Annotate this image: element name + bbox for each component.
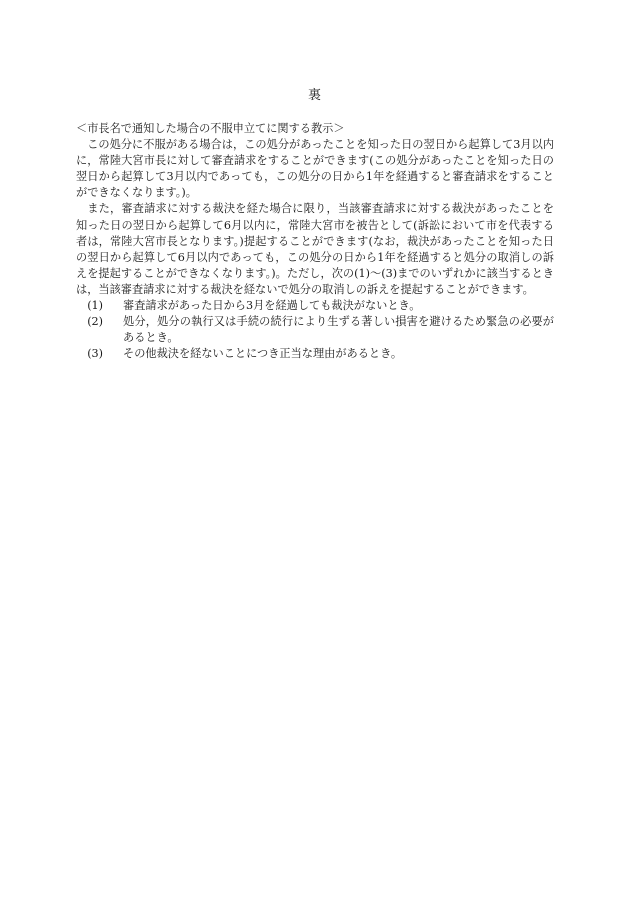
list-item (76, 346, 554, 362)
list-item-text: 処分，処分の執行又は手続の続行により生ずる著しい損害を避けるため緊急の必要があるとき。 (123, 315, 554, 345)
notice-body (76, 121, 554, 362)
notice-paragraph-1: この処分に不服がある場合は，この処分があったことを知った日の翌日から起算して3月以内に，常陸大宮市長に対して審査請求をすることができます(この処分があったことを知った日の翌日から起算して3月以内であっても，この処分の日から1年を経過すると審査請求をすることができなくなります。)。 (76, 138, 554, 200)
list-item-text: 審査請求があった日から3月を経過しても裁決がないとき。 (123, 299, 421, 313)
notice-heading: ＜市長名で通知した場合の不服申立てに関する教示＞ (76, 122, 345, 135)
list-item-number: (2) (87, 315, 104, 329)
notice-paragraph-2: また，審査請求に対する裁決を経た場合に限り，当該審査請求に対する裁決があったことを知った日の翌日から起算して6月以内に，常陸大宮市を被告として(訴訟において市を代表する者は，常陸大宮市長となります。)提起することができます(なお，裁決があったことを知った日の翌日から起算して6月以内であっても，この処分の日から1年を経過すると処分の取消しの訴えを提起することができなくなります。)。ただし，次の(1)～(3)までのいずれかに該当するときは，当該審査請求に対する裁決を経ないで処分の取消しの訴えを提起することができます。 (76, 202, 554, 296)
list-item (76, 298, 554, 314)
page-title: 裏 (307, 88, 322, 103)
list-item-text: その他裁決を経ないことにつき正当な理由があるとき。 (123, 347, 403, 361)
list-item (76, 314, 554, 346)
list-item-number: (1) (87, 299, 104, 313)
list-item-number: (3) (87, 347, 104, 361)
